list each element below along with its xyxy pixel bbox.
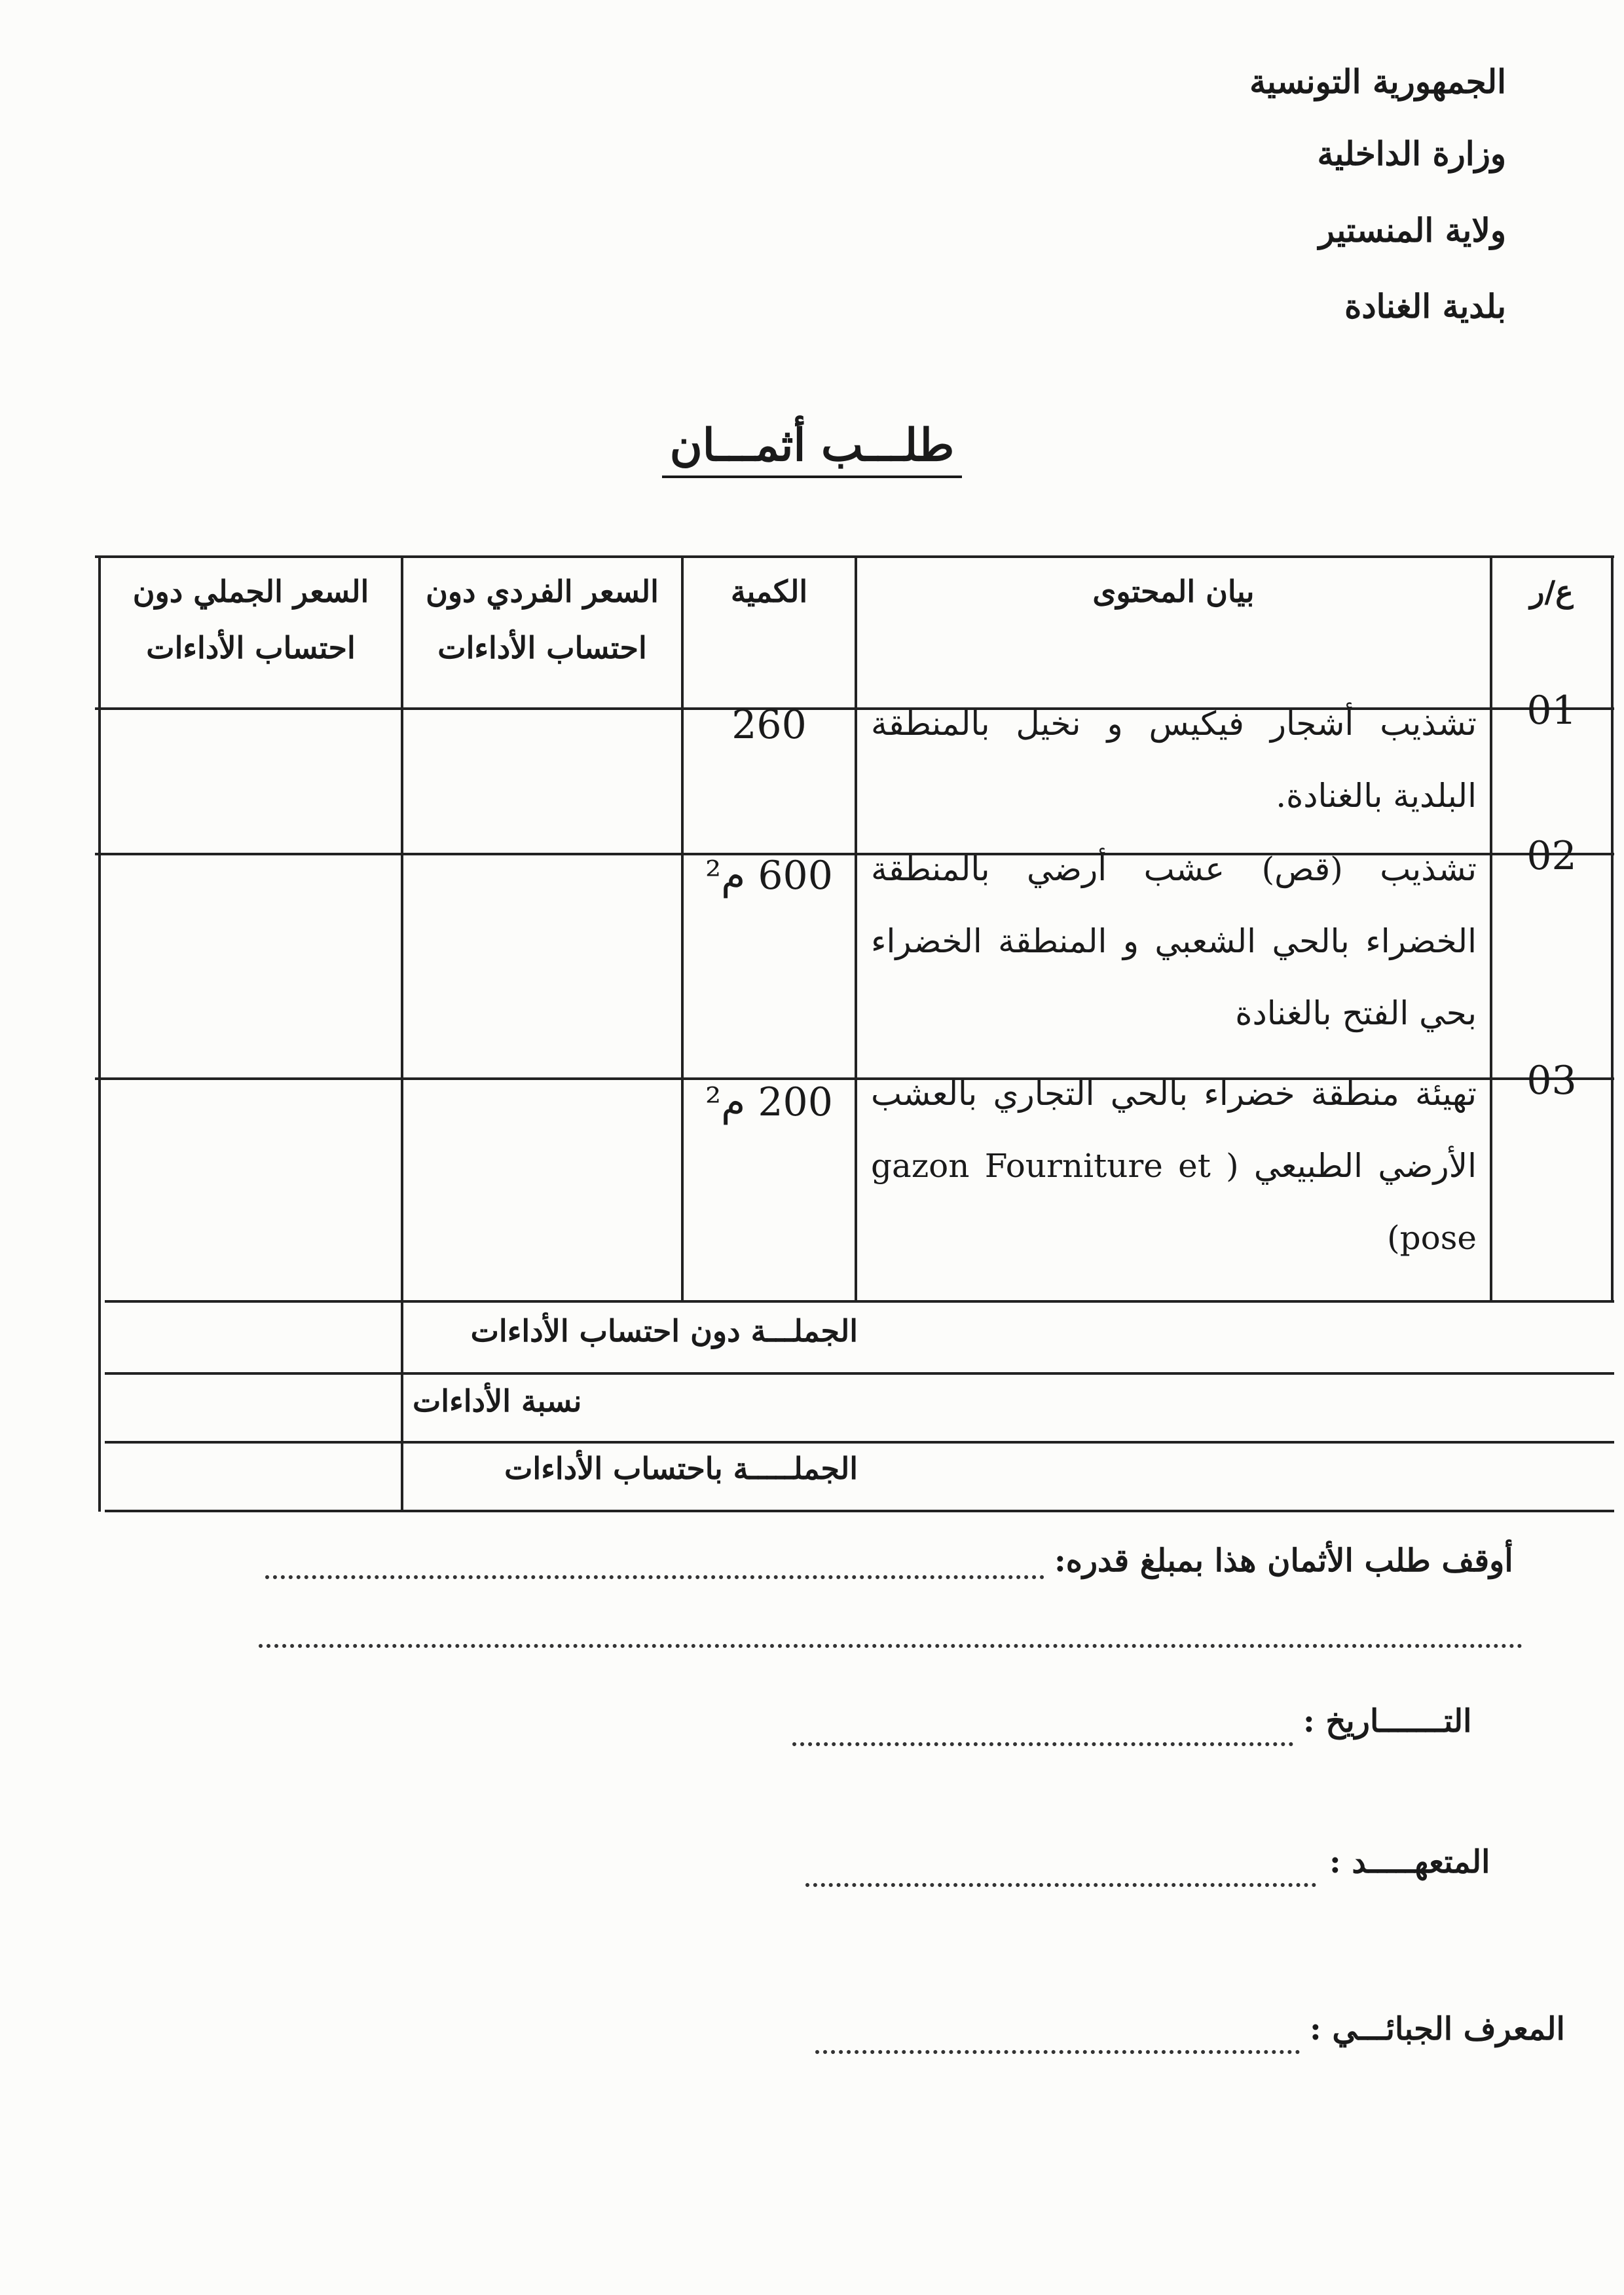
row1-quantity: 260 — [731, 702, 807, 748]
header-municipality: بلدية الغنادة — [1344, 287, 1506, 326]
table-border-bottom — [105, 1510, 1614, 1512]
amount-label: أوقف طلب الأثمان هذا بمبلغ قدره: — [1054, 1542, 1513, 1579]
col-divider-unit-qty — [681, 555, 684, 1302]
tax-id-label: المعرف الجبائـــي : — [1310, 2011, 1565, 2047]
row2-description: تشذيب (قص) عشب أرضي بالمنطقة الخضراء بالحي الشعبي و المنطقة الخضراء بحي الفتح بالغنادة — [871, 850, 1477, 1032]
row2-num: 02 — [1526, 833, 1577, 879]
total1-bottom — [105, 1372, 1614, 1375]
date-label: التـــــــاريخ : — [1303, 1703, 1472, 1740]
tax-id-field[interactable] — [815, 2050, 1300, 2054]
document-title: طلـــب أثمـــان — [0, 419, 1624, 472]
grand-total-label: الجملـــــة باحتساب الأداءات — [504, 1451, 858, 1486]
subtotal-label: الجملـــة دون احتساب الأداءات — [470, 1313, 858, 1349]
date-field[interactable] — [792, 1742, 1293, 1746]
header-num: ع/ر — [1530, 574, 1574, 609]
total2-bottom — [105, 1441, 1614, 1444]
header-unit-price: السعر الفردي دون احتساب الأداءات — [426, 574, 659, 665]
header-description: بيان المحتوى — [1092, 574, 1255, 609]
header-quantity: الكمية — [730, 574, 808, 609]
header-total-price: السعر الجملي دون احتساب الأداءات — [132, 574, 369, 665]
header-governorate: ولاية المنستير — [1318, 211, 1506, 250]
col-divider-total-unit — [401, 555, 403, 1512]
table-border-right — [1611, 555, 1614, 1302]
row3-description: تهيئة منطقة خضراء بالحي التجاري بالعشب الأرضي الطبيعي ( gazon Fourniture et pose) — [871, 1075, 1477, 1257]
row3-quantity: 200 م² — [705, 1079, 833, 1125]
row1-num: 01 — [1526, 688, 1577, 734]
col-divider-qty-desc — [855, 555, 857, 1302]
amount-field-line1[interactable] — [265, 1575, 1044, 1579]
row2-quantity: 600 م² — [705, 853, 833, 899]
col-divider-desc-num — [1490, 555, 1492, 1302]
contractor-field[interactable] — [805, 1883, 1316, 1887]
contractor-label: المتعهـــــد : — [1329, 1844, 1490, 1880]
row1-description: تشذيب أشجار فيكيس و نخيل بالمنطقة البلدية بالغنادة. — [871, 705, 1477, 815]
tax-rate-label: نسبة الأداءات — [413, 1383, 582, 1419]
row3-num: 03 — [1526, 1058, 1577, 1104]
header-ministry: وزارة الداخلية — [1317, 134, 1506, 173]
row3-bottom — [105, 1300, 1614, 1303]
table-border-left — [98, 555, 101, 1512]
amount-field-line2[interactable] — [259, 1644, 1522, 1648]
header-republic: الجمهورية التونسية — [1249, 62, 1506, 101]
